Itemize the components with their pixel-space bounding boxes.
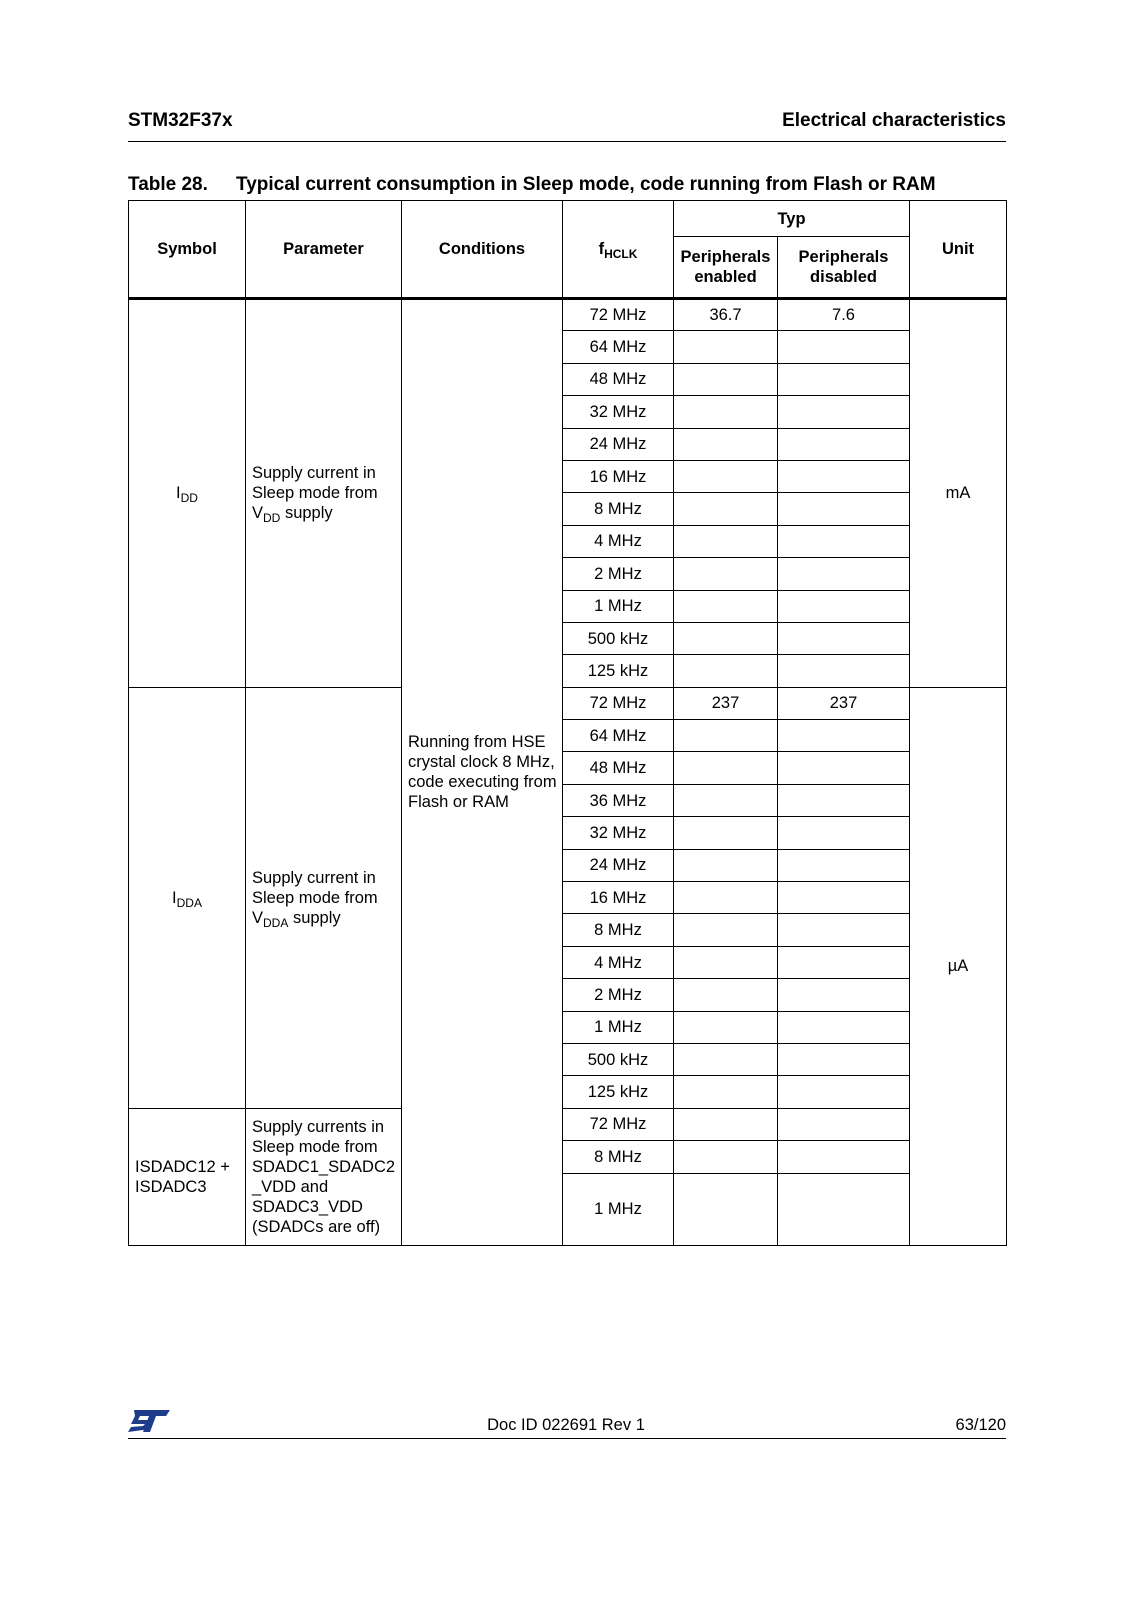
typ-disabled-cell: 237 <box>778 687 910 719</box>
header-peripherals-disabled: Peripherals disabled <box>778 237 910 299</box>
parameter-idd: Supply current in Sleep mode from $V_{DD}$ supply <box>246 299 402 688</box>
header-conditions: Conditions <box>402 201 563 299</box>
table-row <box>129 687 1007 719</box>
typ-enabled-cell <box>674 1173 778 1245</box>
typ-enabled-cell <box>674 979 778 1011</box>
fhclk-cell: 8 MHz <box>563 914 674 946</box>
fhclk-cell: 64 MHz <box>563 720 674 752</box>
typ-enabled-cell <box>674 946 778 978</box>
table-row <box>129 299 1007 331</box>
typ-enabled-cell <box>674 817 778 849</box>
header-rule <box>128 141 1006 142</box>
typ-enabled-cell <box>674 460 778 492</box>
header-fhclk: $f_{HCLK}$ <box>563 201 674 299</box>
fhclk-cell: 1 MHz <box>563 590 674 622</box>
footer-doc-id: Doc ID 022691 Rev 1 <box>487 1416 645 1434</box>
typ-enabled-cell <box>674 882 778 914</box>
typ-enabled-cell <box>674 493 778 525</box>
fhclk-cell: 48 MHz <box>563 363 674 395</box>
fhclk-cell: 16 MHz <box>563 460 674 492</box>
typ-disabled-cell <box>778 817 910 849</box>
typ-enabled-cell <box>674 720 778 752</box>
typ-disabled-cell <box>778 882 910 914</box>
typ-disabled-cell <box>778 460 910 492</box>
symbol-isdadc: ISDADC12 + ISDADC3 <box>129 1108 246 1245</box>
typ-enabled-cell <box>674 590 778 622</box>
fhclk-cell: 24 MHz <box>563 428 674 460</box>
typ-disabled-cell: 7.6 <box>778 299 910 331</box>
typ-disabled-cell <box>778 428 910 460</box>
fhclk-cell: 72 MHz <box>563 299 674 331</box>
unit-idda: µA <box>910 687 1007 1245</box>
typ-enabled-cell: 237 <box>674 687 778 719</box>
table-row <box>129 1108 1007 1140</box>
parameter-isdadc: Supply currents in Sleep mode from SDADC1_SDADC2 _VDD and SDADC3_VDD (SDADCs are off) <box>246 1108 402 1245</box>
fhclk-cell: 16 MHz <box>563 882 674 914</box>
fhclk-cell: 8 MHz <box>563 493 674 525</box>
fhclk-cell: 32 MHz <box>563 817 674 849</box>
typ-enabled-cell <box>674 849 778 881</box>
typ-enabled-cell <box>674 1108 778 1140</box>
typ-disabled-cell <box>778 946 910 978</box>
typ-disabled-cell <box>778 1043 910 1075</box>
typ-disabled-cell <box>778 1173 910 1245</box>
typ-enabled-cell <box>674 396 778 428</box>
typ-disabled-cell <box>778 1011 910 1043</box>
fhclk-cell: 1 MHz <box>563 1173 674 1245</box>
typ-enabled-cell <box>674 752 778 784</box>
typ-disabled-cell <box>778 720 910 752</box>
fhclk-cell: 1 MHz <box>563 1011 674 1043</box>
typ-enabled-cell <box>674 331 778 363</box>
typ-enabled-cell <box>674 525 778 557</box>
typ-disabled-cell <box>778 849 910 881</box>
typ-disabled-cell <box>778 979 910 1011</box>
typ-disabled-cell <box>778 331 910 363</box>
typ-disabled-cell <box>778 622 910 654</box>
table-caption <box>128 174 1008 196</box>
typ-enabled-cell <box>674 914 778 946</box>
fhclk-cell: 500 kHz <box>563 1043 674 1075</box>
symbol-idd: $I_{DD}$ <box>129 299 246 688</box>
typ-enabled-cell <box>674 1043 778 1075</box>
fhclk-cell: 4 MHz <box>563 525 674 557</box>
footer-page-number: 63/120 <box>955 1416 1006 1434</box>
symbol-idda: $I_{DDA}$ <box>129 687 246 1108</box>
running-header-section: Electrical characteristics <box>782 110 1006 131</box>
typ-disabled-cell <box>778 363 910 395</box>
fhclk-cell: 72 MHz <box>563 1108 674 1140</box>
table-number: Table 28. <box>128 174 208 195</box>
typ-enabled-cell <box>674 558 778 590</box>
table-title: Typical current consumption in Sleep mode, code running from Flash or RAM <box>236 174 936 195</box>
fhclk-cell: 125 kHz <box>563 655 674 687</box>
parameter-idda: Supply current in Sleep mode from $V_{DDA}$ supply <box>246 687 402 1108</box>
fhclk-cell: 2 MHz <box>563 558 674 590</box>
fhclk-cell: 2 MHz <box>563 979 674 1011</box>
typ-disabled-cell <box>778 914 910 946</box>
header-unit: Unit <box>910 201 1007 299</box>
typ-disabled-cell <box>778 493 910 525</box>
typ-disabled-cell <box>778 558 910 590</box>
fhclk-cell: 500 kHz <box>563 622 674 654</box>
header-typ: Typ <box>674 201 910 237</box>
header-peripherals-enabled: Peripherals enabled <box>674 237 778 299</box>
typ-enabled-cell <box>674 363 778 395</box>
typ-disabled-cell <box>778 784 910 816</box>
typ-enabled-cell <box>674 1076 778 1108</box>
unit-idd: mA <box>910 299 1007 688</box>
fhclk-cell: 36 MHz <box>563 784 674 816</box>
typ-enabled-cell: 36.7 <box>674 299 778 331</box>
typ-enabled-cell <box>674 784 778 816</box>
typ-enabled-cell <box>674 622 778 654</box>
typ-disabled-cell <box>778 655 910 687</box>
header-symbol: Symbol <box>129 201 246 299</box>
running-header-product: STM32F37x <box>128 110 233 131</box>
fhclk-cell: 24 MHz <box>563 849 674 881</box>
fhclk-cell: 125 kHz <box>563 1076 674 1108</box>
fhclk-cell: 4 MHz <box>563 946 674 978</box>
typ-disabled-cell <box>778 752 910 784</box>
typ-disabled-cell <box>778 590 910 622</box>
typ-enabled-cell <box>674 1011 778 1043</box>
typ-enabled-cell <box>674 1141 778 1173</box>
header-parameter: Parameter <box>246 201 402 299</box>
typ-disabled-cell <box>778 1108 910 1140</box>
typ-disabled-cell <box>778 1141 910 1173</box>
typ-disabled-cell <box>778 1076 910 1108</box>
fhclk-cell: 8 MHz <box>563 1141 674 1173</box>
footer-rule <box>128 1438 1006 1439</box>
conditions-cell: Running from HSE crystal clock 8 MHz, code executing from Flash or RAM <box>402 299 563 1246</box>
fhclk-cell: 32 MHz <box>563 396 674 428</box>
typ-enabled-cell <box>674 428 778 460</box>
typ-disabled-cell <box>778 396 910 428</box>
typ-enabled-cell <box>674 655 778 687</box>
fhclk-cell: 72 MHz <box>563 687 674 719</box>
typ-disabled-cell <box>778 525 910 557</box>
fhclk-cell: 64 MHz <box>563 331 674 363</box>
fhclk-cell: 48 MHz <box>563 752 674 784</box>
current-consumption-table <box>128 200 1007 1246</box>
